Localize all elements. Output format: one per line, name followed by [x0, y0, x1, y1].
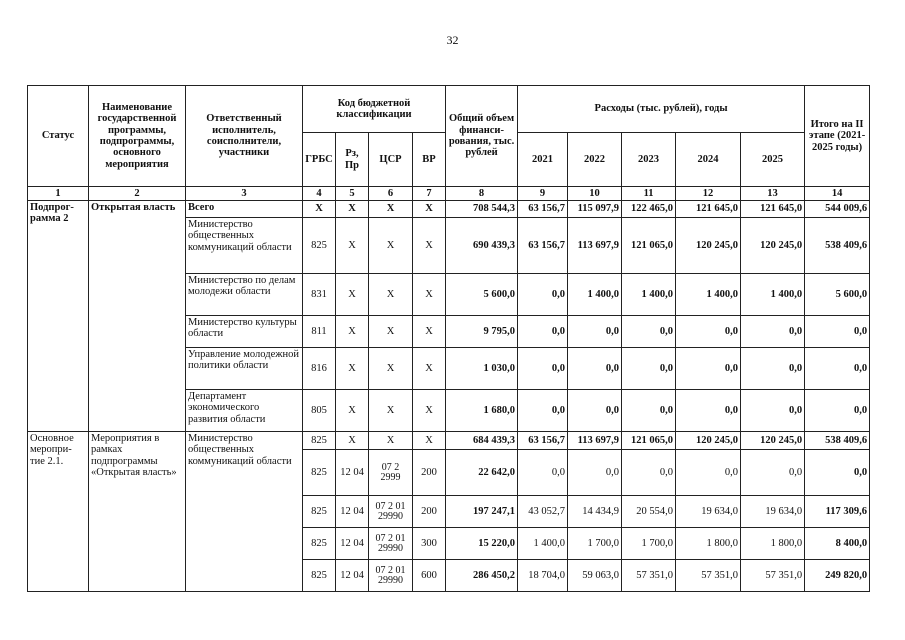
year-cell: 59 063,0	[568, 560, 622, 592]
col-number: 2	[89, 187, 186, 201]
year-cell: 20 554,0	[622, 496, 676, 528]
csr-cell: 07 2 2999	[369, 450, 413, 496]
year-cell: 1 700,0	[568, 528, 622, 560]
header-budget-code: Код бюджетной классификации	[303, 86, 446, 133]
year-cell: 0,0	[622, 348, 676, 390]
rzpr-cell: Х	[336, 218, 369, 274]
col-number: 14	[805, 187, 870, 201]
csr-cell: Х	[369, 348, 413, 390]
year-cell: 63 156,7	[518, 218, 568, 274]
total-cell: 9 795,0	[446, 316, 518, 348]
year-cell: 0,0	[568, 348, 622, 390]
csr-cell: 07 2 01 29990	[369, 528, 413, 560]
grbs-cell: 831	[303, 274, 336, 316]
rzpr-cell: 12 04	[336, 528, 369, 560]
total-cell: 690 439,3	[446, 218, 518, 274]
year-cell: 120 245,0	[741, 432, 805, 450]
total-cell: 286 450,2	[446, 560, 518, 592]
year-cell: 57 351,0	[622, 560, 676, 592]
year-cell: 0,0	[518, 390, 568, 432]
year-cell: 1 700,0	[622, 528, 676, 560]
table-row	[28, 201, 870, 218]
rzpr-cell: Х	[336, 432, 369, 450]
vr-cell: Х	[413, 348, 446, 390]
rzpr-cell: Х	[336, 390, 369, 432]
executor-cell: Министерство культуры области	[186, 316, 303, 348]
year-cell: 63 156,7	[518, 432, 568, 450]
col-number: 6	[369, 187, 413, 201]
itogo-cell: 249 820,0	[805, 560, 870, 592]
total-cell: 22 642,0	[446, 450, 518, 496]
col-number: 11	[622, 187, 676, 201]
year-cell: 113 697,9	[568, 218, 622, 274]
year-cell: 115 097,9	[568, 201, 622, 218]
header-executor: Ответственный исполнитель, соисполнители, участники	[186, 86, 303, 187]
year-cell: 0,0	[741, 316, 805, 348]
col-number: 9	[518, 187, 568, 201]
grbs-cell: Х	[303, 201, 336, 218]
page-number: 32	[446, 33, 459, 47]
total-cell: 708 544,3	[446, 201, 518, 218]
year-cell: 0,0	[518, 316, 568, 348]
csr-cell: Х	[369, 432, 413, 450]
year-cell: 121 065,0	[622, 218, 676, 274]
rzpr-cell: Х	[336, 201, 369, 218]
header-name: Наименование государственной программы, подпрограммы, основного мероприятия	[89, 86, 186, 187]
csr-cell: Х	[369, 390, 413, 432]
csr-cell: Х	[369, 274, 413, 316]
col-number: 8	[446, 187, 518, 201]
header-csr: ЦСР	[369, 133, 413, 187]
year-cell: 19 634,0	[676, 496, 741, 528]
year-cell: 1 400,0	[741, 274, 805, 316]
vr-cell: 600	[413, 560, 446, 592]
col-number: 1	[28, 187, 89, 201]
total-cell: 5 600,0	[446, 274, 518, 316]
executor-cell: Всего	[186, 201, 303, 218]
section1-name: Открытая власть	[89, 201, 186, 432]
executor-cell: Министерство общественных коммуникаций области	[186, 218, 303, 274]
grbs-cell: 825	[303, 560, 336, 592]
total-cell: 684 439,3	[446, 432, 518, 450]
year-cell: 63 156,7	[518, 201, 568, 218]
year-cell: 1 400,0	[518, 528, 568, 560]
year-cell: 122 465,0	[622, 201, 676, 218]
csr-cell: 07 2 01 29990	[369, 496, 413, 528]
year-cell: 0,0	[741, 390, 805, 432]
year-cell: 120 245,0	[676, 218, 741, 274]
header-year-2025: 2025	[741, 133, 805, 187]
total-cell: 197 247,1	[446, 496, 518, 528]
grbs-cell: 805	[303, 390, 336, 432]
year-cell: 0,0	[568, 390, 622, 432]
year-cell: 0,0	[676, 348, 741, 390]
vr-cell: Х	[413, 390, 446, 432]
section1-status: Подпрог-рамма 2	[28, 201, 89, 432]
section2-status: Основное меропри-тие 2.1.	[28, 432, 89, 592]
year-cell: 1 800,0	[676, 528, 741, 560]
year-cell: 0,0	[568, 316, 622, 348]
col-number: 3	[186, 187, 303, 201]
itogo-cell: 0,0	[805, 348, 870, 390]
year-cell: 0,0	[518, 450, 568, 496]
executor-cell: Министерство по делам молодежи области	[186, 274, 303, 316]
total-cell: 1 030,0	[446, 348, 518, 390]
rzpr-cell: 12 04	[336, 450, 369, 496]
rzpr-cell: Х	[336, 348, 369, 390]
year-cell: 1 400,0	[622, 274, 676, 316]
vr-cell: 200	[413, 450, 446, 496]
year-cell: 0,0	[518, 348, 568, 390]
year-cell: 19 634,0	[741, 496, 805, 528]
year-cell: 43 052,7	[518, 496, 568, 528]
grbs-cell: 825	[303, 218, 336, 274]
rzpr-cell: Х	[336, 316, 369, 348]
header-expenses: Расходы (тыс. рублей), годы	[518, 86, 805, 133]
csr-cell: Х	[369, 201, 413, 218]
csr-cell: Х	[369, 316, 413, 348]
itogo-cell: 538 409,6	[805, 432, 870, 450]
executor-cell: Управление молодежной политики области	[186, 348, 303, 390]
grbs-cell: 825	[303, 432, 336, 450]
year-cell: 0,0	[518, 274, 568, 316]
col-number: 13	[741, 187, 805, 201]
year-cell: 57 351,0	[676, 560, 741, 592]
year-cell: 113 697,9	[568, 432, 622, 450]
year-cell: 121 645,0	[741, 201, 805, 218]
csr-cell: Х	[369, 218, 413, 274]
section2-name: Мероприятия в рамках подпрограммы «Открытая власть»	[89, 432, 186, 592]
total-cell: 15 220,0	[446, 528, 518, 560]
vr-cell: Х	[413, 432, 446, 450]
header-grbs: ГРБС	[303, 133, 336, 187]
itogo-cell: 0,0	[805, 450, 870, 496]
year-cell: 0,0	[676, 316, 741, 348]
header-year-2021: 2021	[518, 133, 568, 187]
csr-cell: 07 2 01 29990	[369, 560, 413, 592]
col-number: 10	[568, 187, 622, 201]
year-cell: 0,0	[568, 450, 622, 496]
itogo-cell: 8 400,0	[805, 528, 870, 560]
rzpr-cell: 12 04	[336, 560, 369, 592]
year-cell: 14 434,9	[568, 496, 622, 528]
col-number: 7	[413, 187, 446, 201]
itogo-cell: 117 309,6	[805, 496, 870, 528]
table-row	[28, 432, 870, 450]
grbs-cell: 816	[303, 348, 336, 390]
header-total-volume: Общий объем финанси-рования, тыс. рублей	[446, 86, 518, 187]
year-cell: 0,0	[676, 390, 741, 432]
year-cell: 0,0	[741, 450, 805, 496]
year-cell: 1 800,0	[741, 528, 805, 560]
grbs-cell: 825	[303, 528, 336, 560]
rzpr-cell: Х	[336, 274, 369, 316]
rzpr-cell: 12 04	[336, 496, 369, 528]
year-cell: 0,0	[622, 390, 676, 432]
header-year-2022: 2022	[568, 133, 622, 187]
column-numbers-row	[28, 187, 870, 201]
vr-cell: Х	[413, 316, 446, 348]
budget-table	[27, 85, 870, 592]
year-cell: 0,0	[741, 348, 805, 390]
executor-cell: Департамент экономического развития области	[186, 390, 303, 432]
itogo-cell: 5 600,0	[805, 274, 870, 316]
year-cell: 0,0	[676, 450, 741, 496]
itogo-cell: 538 409,6	[805, 218, 870, 274]
header-itogo: Итого на II этапе (2021-2025 годы)	[805, 86, 870, 187]
itogo-cell: 0,0	[805, 390, 870, 432]
header-rzpr: Рз, Пр	[336, 133, 369, 187]
year-cell: 1 400,0	[676, 274, 741, 316]
year-cell: 120 245,0	[741, 218, 805, 274]
header-status: Статус	[28, 86, 89, 187]
grbs-cell: 825	[303, 450, 336, 496]
year-cell: 1 400,0	[568, 274, 622, 316]
vr-cell: Х	[413, 201, 446, 218]
year-cell: 121 065,0	[622, 432, 676, 450]
grbs-cell: 825	[303, 496, 336, 528]
section2-executor: Министерство общественных коммуникаций области	[186, 432, 303, 592]
itogo-cell: 544 009,6	[805, 201, 870, 218]
year-cell: 120 245,0	[676, 432, 741, 450]
vr-cell: 300	[413, 528, 446, 560]
grbs-cell: 811	[303, 316, 336, 348]
header-vr: ВР	[413, 133, 446, 187]
year-cell: 0,0	[622, 450, 676, 496]
header-year-2024: 2024	[676, 133, 741, 187]
itogo-cell: 0,0	[805, 316, 870, 348]
col-number: 4	[303, 187, 336, 201]
year-cell: 121 645,0	[676, 201, 741, 218]
year-cell: 57 351,0	[741, 560, 805, 592]
col-number: 5	[336, 187, 369, 201]
vr-cell: Х	[413, 274, 446, 316]
total-cell: 1 680,0	[446, 390, 518, 432]
year-cell: 0,0	[622, 316, 676, 348]
vr-cell: 200	[413, 496, 446, 528]
vr-cell: Х	[413, 218, 446, 274]
col-number: 12	[676, 187, 741, 201]
year-cell: 18 704,0	[518, 560, 568, 592]
header-year-2023: 2023	[622, 133, 676, 187]
